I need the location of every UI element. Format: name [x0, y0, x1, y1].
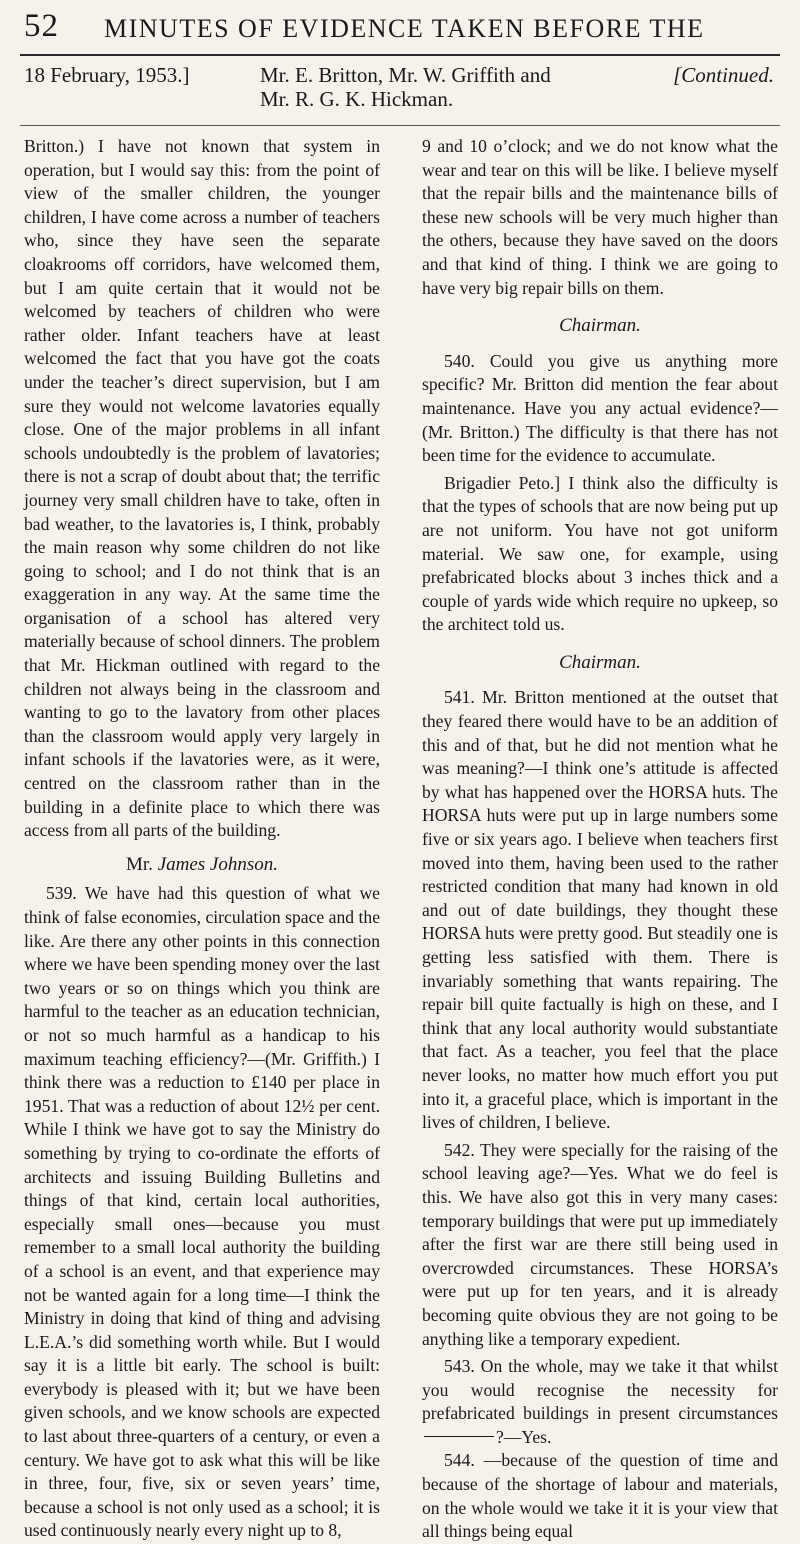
paragraph-text: 543. On the whole, may we take it that whilst you would recognise the necessity for prefabricated buildings in present circumstances	[422, 1356, 778, 1424]
speaker-name: James Johnson.	[157, 853, 278, 875]
paragraph: 541. Mr. Britton mentioned at the outset that they feared there would have to be an addition of this and of that, but he did not mention what he was meaning?—I think one’s attitude is affected by what has happened over the HORSA huts. The HORSA huts were put up in large numbers some five or six years ago. I believe when teachers first moved into them, having been used to the rather restricted condition that many had known in old and out of date buildings, they thought these HORSA huts were pretty good. But steadily one is getting less satisfied with them. There is invariably something that wants repairing. The repair bill quite factually is high on these, and I think that any local authority would substantiate that fact. As a teacher, you feel that the place never looks, no matter how much effort you put into it, a graceful place, which is important in the lives of children, I believe.	[422, 687, 778, 1133]
paragraph: 9 and 10 o’clock; and we do not know what the wear and tear on this will be like. I believe myself that the repair bills and the maintenance bills of these new schools will be very much higher than the others, because they have saved on the doors and that kind of thing. I think we are going to have very big repair bills on them.	[422, 136, 778, 298]
dash-rule	[424, 1436, 494, 1437]
paragraph	[422, 1355, 778, 1449]
speaker-heading	[24, 853, 380, 877]
speaker-prefix: Mr.	[126, 853, 153, 875]
paragraph: 542. They were specially for the raising of the school leaving age?—Yes. What we do feel is this. We have also got this in very many cases: temporary buildings that were put up immediately after the first war are there still being used in overcrowded circumstances. These HORSA’s were put up for ten years, and it is already becoming quite obvious they are not going to be anything like a temporary expedient.	[422, 1139, 778, 1349]
session-date: 18 February, 1953.]	[24, 63, 190, 87]
continued-label: [Continued.	[673, 63, 774, 87]
session-header	[24, 63, 780, 123]
right-column	[422, 135, 778, 1544]
page-number: 52	[24, 8, 59, 44]
speaker-heading: Chairman.	[559, 651, 641, 673]
left-column	[24, 135, 380, 1543]
page-header	[24, 8, 780, 52]
paragraph: 540. Could you give us anything more specific? Mr. Britton did mention the fear about maintenance. Have you any actual evidence?—(Mr. Britton.) The difficulty is that there has not been time for the evidence to accumulate.	[422, 350, 778, 466]
witnesses-line-2: Mr. R. G. K. Hickman.	[260, 87, 454, 111]
paragraph: Brigadier Peto.] I think also the difficulty is that the types of schools that are now being put up are not uniform. You have not got uniform material. We saw one, for example, using prefabricated blocks about 3 inches thick and a couple of yards wide which require no upkeep, so the architect told us.	[422, 472, 778, 635]
header-rule	[20, 54, 780, 56]
paragraph-text: ?—Yes.	[496, 1426, 552, 1447]
paragraph: 544. —because of the question of time and because of the shortage of labour and materials, on the whole would we take it it is your view that all things being equal	[422, 1450, 778, 1542]
session-rule	[20, 125, 780, 126]
speaker-heading: Chairman.	[559, 315, 641, 337]
paragraph: Britton.) I have not known that system in operation, but I would say this: from the point of view of the smaller children, the younger children, I have come across a number of teachers who, since they have seen the separate cloakrooms off corridors, have welcomed them, but I am quite certain that it would not be welcomed by teachers of children who were rather older. Infant teachers have at least welcomed the fact that you have got the coats under the teacher’s direct supervision, but I am sure they would not welcome lavatories equally close. One of the major problems in all infant schools undoubtedly is the problem of lavatories; there is not a scrap of doubt about that; the terrific journey very small children have to take, often in bad weather, to the lavatories is, I think, probably the main reason why some children do not like going to school; and I do not think that is an exaggeration in any way. At the same time the organisation of a school has altered very materially because of school dinners. The problem that Mr. Hickman outlined with regard to the children not always being in the classroom and wanting to go to the lavatory from other places than the classroom would apply very largely in infant schools if the lavatories were, as it were, centred on the classroom rather than in the building in a definite place to which there was access from all parts of the building.	[24, 136, 380, 841]
paragraph: 539. We have had this question of what we think of false economies, circulation space and the like. Are there any other points in this connection where we have been spending money over the last two years or so on things which you think are harmful to the teacher as an education technician, or not so much harmful as a handicap to his maximum teaching efficiency?—(Mr. Griffith.) I think there was a reduction to £140 per place in 1951. That was a reduction of about 12½ per cent. While I think we have got to say the Ministry do something by trying to co-ordinate the efforts of architects and issuing Building Bulletins and things of that kind, certain local authorities, especially small ones—because you must remember to a small local authority the building of a school is an event, and that experience may not be wanted again for a long time—I think the Ministry in doing that kind of thing and advising L.E.A.’s did something worth while. But I would say it is a little bit early. The school is built: everybody is pleased with it; but we have been given schools, and we know schools are expected to last about three-quarters of a century, or even a century. We have got to ask what this will be like in three, four, five, six or seven years’ time, because a school is not only used as a school; it is used continuously nearly every night up to 8,	[24, 883, 380, 1541]
running-title: MINUTES OF EVIDENCE TAKEN BEFORE THE	[104, 14, 705, 43]
witnesses-line-1: Mr. E. Britton, Mr. W. Griffith and	[260, 63, 551, 87]
